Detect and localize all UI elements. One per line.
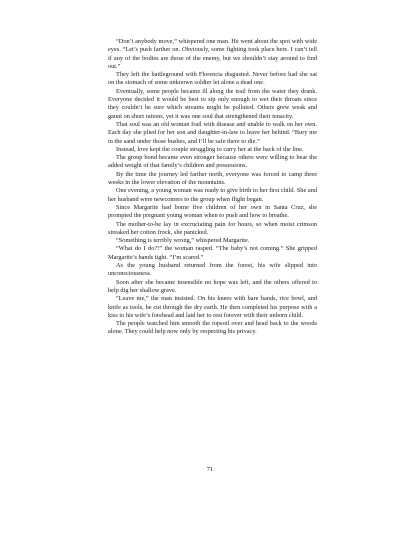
paragraph: One evening, a young woman was ready to give birth to her first child. She and her husband were newcomers to the group when flight began. [108,187,317,203]
paragraph: The mother-to-be lay in excruciating pain for hours, so when moist crimson streaked her cotton frock, she panicked. [108,220,317,236]
paragraph: “Something is terribly wrong,” whispered Margarite. [116,237,250,245]
body-text [108,38,317,337]
paragraph: By the time the journey led farther north, everyone was forced to camp three weeks in the lower elevation of the mountains. [108,170,317,187]
paragraph: That soul was an old woman frail with disease and unable to walk on her own. Each day she plied for her son and daughter-in-law to leave her behind. “Bury me in the sand under those bushes, and I’ll be safe there to die.” [108,120,317,145]
paragraph: Since Margarite had borne five children of her own in Santa Cruz, she prompted the pregnant young woman when to push and how to breathe. [108,203,317,220]
paragraph: The people watched him smooth the topsoil over and head back to the woods alone. They could help now only by respecting his privacy. [108,320,317,336]
paragraph: “What do I do?!” the woman rasped. “The baby’s not coming.” She gripped Margarite’s hands tight. “I’m scared.” [108,245,317,261]
paragraph: “Leave me,” the man insisted. On his knees with bare hands, rice bowl, and knife as tools, he cut through the dry earth. He then completed his purpose with a kiss to his wife’s forehead and laid her to rest forever with their unborn child. [108,295,317,319]
page-number: 71 [206,466,214,473]
paragraph: Soon after she became insensible no hope was left, and the others offered to help dig her shallow grave. [108,278,317,294]
paragraph: The group bond became even stronger because others were willing to bear the added weight of that family’s children and possessions. [108,154,317,170]
paragraph: Eventually, some people became ill along the trail from the water they drank. Everyone decided it would be best to sip only enough to wet their throats since they couldn’t be sure which streams might be polluted. Others grew weak and gaunt on short rations, yet it was one soul that strengthened their tenacity. [108,87,317,120]
paragraph: As the young husband returned from the forest, his wife slipped into unconsciousness. [108,262,317,278]
paragraph: They left the battleground with Florencia disgusted. Never before had she sat on the stomach of some unknown soldier let alone a dead one. [108,71,317,87]
paragraph: Instead, love kept the couple struggling to carry her at the back of the line. [116,145,304,153]
paragraph: “Don’t anybody move,” whispered one man. He went about the spot with wide eyes. “Let’s push farther on. Obviously, some fighting took place here. I can’t tell if any of the bodies are those of the enemy, but we shouldn’t stay around to find out.” [108,38,317,70]
